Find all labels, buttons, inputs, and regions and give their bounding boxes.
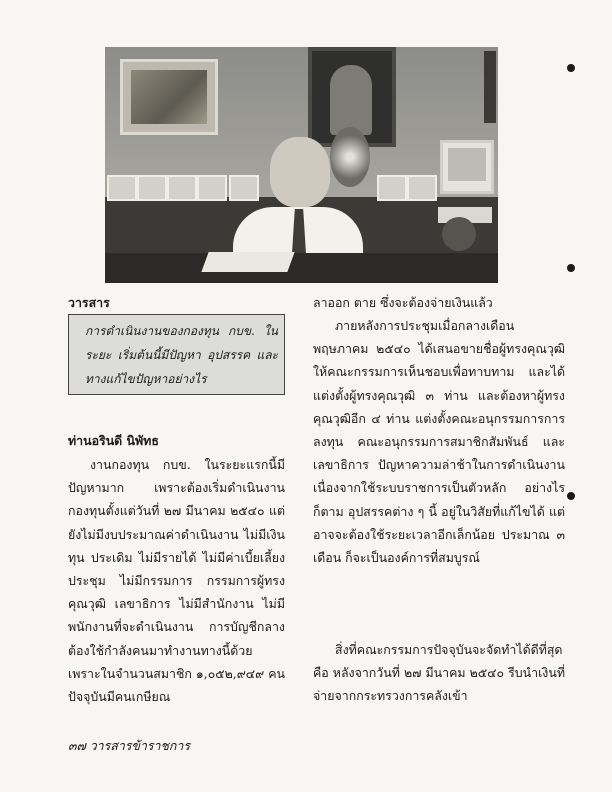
margin-dot: [567, 64, 575, 72]
page-footer: ๓๗ วารสารข้าราชการ: [68, 738, 191, 753]
office-photo: [105, 47, 498, 283]
left-paragraph: งานกองทุน กบข. ในระยะแรกนี้มีปัญหามาก เพราะต้องเริ่มดำเนินงานกองทุนตั้งแต่วันที่ ๒๗ มีนาคม ๒๕๔๐ แต่ยังไม่มีงบประมาณค่าดำเนินงาน ไม่มีเงินทุน ประเดิม ไม่มีรายได้ ไม่มีค่าเบี้ยเลี้ยงประชุม ไม่มีกรรมการ กรรมการผู้ทรงคุณวุฒิ เลขาธิการ ไม่มีสำนักงาน ไม่มีพนักงานที่จะดำเนินงาน การบัญชีกลางต้องใช้กำลังคนมาทำงานทางนี้ด้วย เพราะในจำนวนสมาชิก ๑,๐๕๒,๙๔๙ คน ปัจจุบันมีคนเกษียณ: [68, 457, 285, 705]
right-paragraph-1: ภายหลังการประชุมเมื่อกลางเดือนพฤษภาคม ๒๕๔๐ ได้เสนอขายชื่อผู้ทรงคุณวุฒิให้คณะกรรมการเห็นชอบเพื่อทาบทาม และได้แต่งตั้งผู้ทรงคุณวุฒิ ๓ ท่าน และต้องหาผู้ทรงคุณวุฒิอีก ๔ ท่าน แต่งตั้งคณะอนุกรรมการการลงทุน คณะอนุกรรมการสมาชิกสัมพันธ์ และเลขาธิการ ปัญหาความล่าช้าในการดำเนินงาน เนื่องจากใช้ระบบราชการเป็นตัวหลัก อย่างไรก็ตาม อุปสรรคต่าง ๆ นี้ อยู่ในวิสัยที่แก้ไขได้ แต่อาจจะต้องใช้ระยะเวลาอีกเล็กน้อย ประมาณ ๓ เดือน ก็จะเป็นองค์การที่สมบูรณ์: [313, 318, 565, 566]
right-paragraph-2: สิ่งที่คณะกรรมการปัจจุบันจะจัดทำได้ดีที่สุด คือ หลังจากวันที่ ๒๗ มีนาคม ๒๕๔๐ รีบนำเงินที่จ่ายจากกระทรวงการคลังเข้า: [313, 642, 565, 704]
margin-dot: [567, 264, 575, 272]
right-lead-line: ลาออก ตาย ซึ่งจะต้องจ่ายเงินแล้ว: [313, 295, 493, 310]
margin-dot: [567, 492, 575, 500]
section-label: วารสาร: [68, 295, 110, 310]
question-box: การดำเนินงานของกองทุน กบข. ในระยะ เริ่มต้นนี้มีปัญหา อุปสรรค และทางแก้ไขปัญหาอย่างไร: [68, 314, 285, 395]
speaker-name: ท่านอรินดี นิพัทธ: [68, 433, 159, 448]
